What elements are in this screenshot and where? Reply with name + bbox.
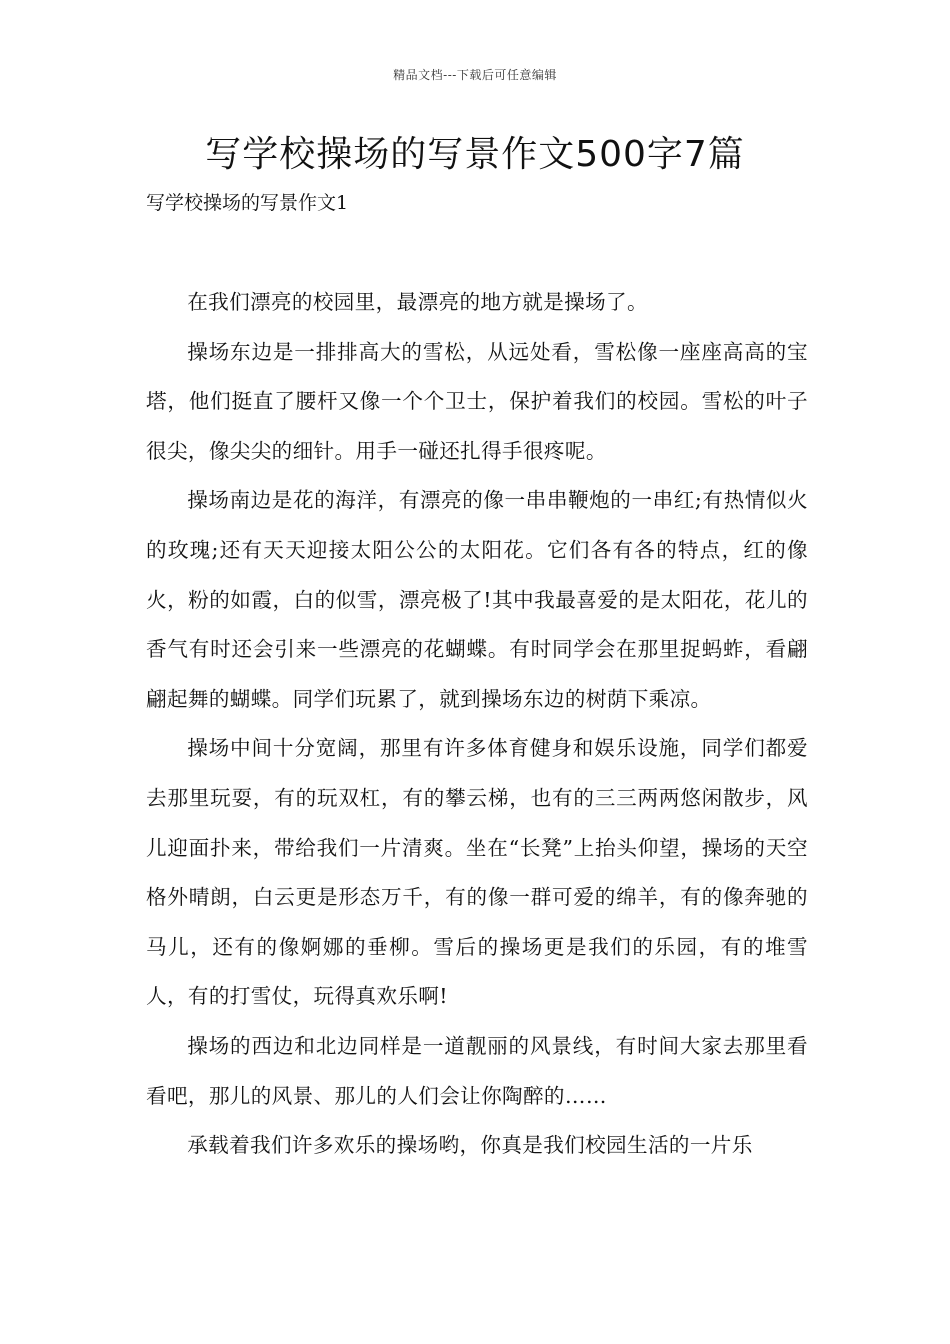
paragraph: 操场南边是花的海洋，有漂亮的像一串串鞭炮的一串红;有热情似火的玫瑰;还有天天迎接太阳公公的太阳花。它们各有各的特点，红的像火，粉的如霞，白的似雪，漂亮极了!其中我最喜爱的是太阳花，花儿的香气有时还会引来一些漂亮的花蝴蝶。有时同学会在那里捉蚂蚱，看翩翩起舞的蝴蝶。同学们玩累了，就到操场东边的树荫下乘凉。 [146,488,808,711]
document-title: 写学校操场的写景作文500字7篇 [205,134,745,175]
paragraph: 操场中间十分宽阔，那里有许多体育健身和娱乐设施，同学们都爱去那里玩耍，有的玩双杠，有的攀云梯，也有的三三两两悠闲散步，风儿迎面扑来，带给我们一片清爽。坐在“长凳”上抬头仰望，操场的天空格外晴朗，白云更是形态万千，有的像一群可爱的绵羊，有的像奔驰的马儿，还有的像婀娜的垂柳。雪后的操场更是我们的乐园，有的堆雪人，有的打雪仗，玩得真欢乐啊! [146,736,808,1009]
paragraph: 承载着我们许多欢乐的操场哟，你真是我们校园生活的一片乐 [187,1133,753,1158]
paragraph: 操场的西边和北边同样是一道靓丽的风景线，有时间大家去那里看看吧，那儿的风景、那儿的人们会让你陶醉的…… [146,1033,808,1108]
paragraph: 在我们漂亮的校园里，最漂亮的地方就是操场了。 [187,290,648,314]
header-note: 精品文档---下载后可任意编辑 [393,68,557,82]
essay-body [146,278,808,1171]
essay-subtitle: 写学校操场的写景作文1 [146,192,349,214]
paragraph: 操场东边是一排排高大的雪松，从远处看，雪松像一座座高高的宝塔，他们挺直了腰杆又像一个个卫士，保护着我们的校园。雪松的叶子很尖，像尖尖的细针。用手一碰还扎得手很疼呢。 [146,339,808,463]
